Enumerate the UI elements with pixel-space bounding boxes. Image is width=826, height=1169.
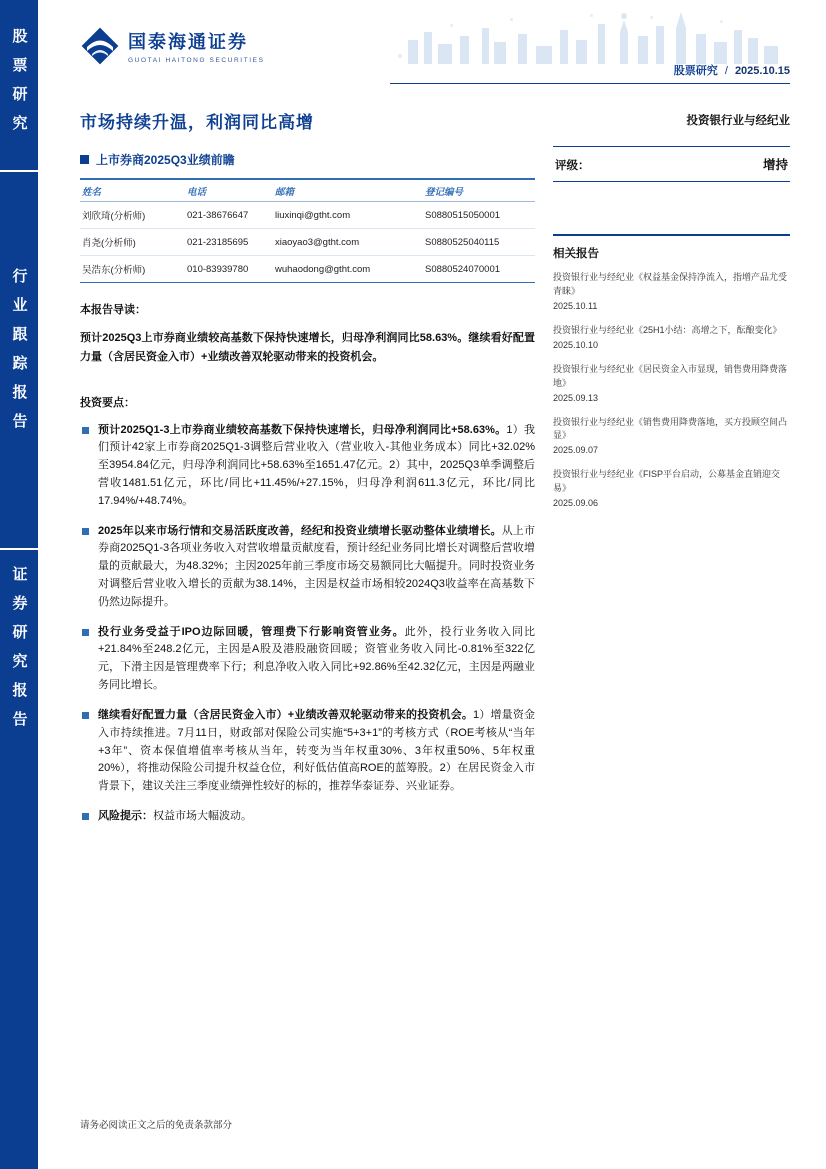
analyst-reg: S0880524070001 bbox=[425, 263, 501, 275]
analyst-email: wuhaodong@gtht.com bbox=[275, 263, 371, 275]
analyst-phone: 021-23185695 bbox=[185, 229, 273, 256]
key-point bbox=[80, 624, 535, 695]
rating-value: 增持 bbox=[762, 158, 788, 172]
analyst-reg: S0880525040115 bbox=[423, 229, 535, 256]
vertical-category-band bbox=[0, 0, 38, 1169]
related-report-date: 2025.09.07 bbox=[553, 445, 599, 456]
disclaimer-footer: 请务必阅读正文之后的免责条款部分 bbox=[80, 1120, 233, 1131]
related-report-item bbox=[553, 416, 790, 459]
band-segment-securities-research bbox=[0, 550, 38, 1169]
col-name: 姓名 bbox=[80, 179, 185, 202]
key-point-lead: 继续看好配置力量（含居民资金入市）+业绩改善双轮驱动带来的投资机会。 bbox=[98, 708, 474, 721]
brand-diamond-icon bbox=[80, 26, 120, 66]
key-point-text bbox=[98, 624, 535, 695]
key-point-lead: 2025年以来市场行情和交易活跃度改善，经纪和投资业绩增长驱动整体业绩增长。 bbox=[98, 524, 502, 537]
publication-category: 股票研究 bbox=[673, 65, 718, 77]
related-report-date: 2025.10.10 bbox=[553, 339, 599, 350]
page-content bbox=[38, 0, 826, 1169]
related-report-date: 2025.10.11 bbox=[553, 300, 598, 311]
analyst-reg: S0880515050001 bbox=[423, 202, 535, 229]
risk-note bbox=[80, 808, 535, 826]
band-label: 股票研究 bbox=[10, 28, 28, 144]
key-point-text bbox=[98, 707, 535, 796]
section-marker-icon bbox=[80, 155, 89, 164]
related-report-source: 投资银行业与经纪业 bbox=[553, 416, 635, 427]
related-report-name: 《FISP平台启动，公募基金直销迎交易》 bbox=[553, 469, 781, 494]
brand-name bbox=[128, 28, 265, 64]
analyst-name: 刘欣琦(分析师) bbox=[80, 202, 185, 229]
key-point-text bbox=[98, 523, 535, 612]
related-report-item bbox=[553, 468, 790, 511]
analyst-name: 肖尧(分析师) bbox=[80, 229, 185, 256]
analyst-phone: 010-83939780 bbox=[187, 263, 249, 275]
col-email: 邮箱 bbox=[273, 179, 423, 202]
page-header bbox=[80, 0, 790, 92]
key-point-text bbox=[98, 422, 535, 511]
related-report-source: 投资银行业与经纪业 bbox=[553, 272, 635, 282]
related-report-source: 投资银行业与经纪业 bbox=[553, 469, 635, 480]
analyst-email: xiaoyao3@gtht.com bbox=[273, 229, 423, 256]
analyst-table bbox=[80, 178, 535, 283]
analyst-name: 吴浩东(分析师) bbox=[82, 265, 146, 276]
brand-name-cn: 国泰海通证券 bbox=[128, 32, 248, 52]
col-reg: 登记编号 bbox=[423, 179, 535, 202]
key-point bbox=[80, 707, 535, 796]
band-segment-stock-research bbox=[0, 0, 38, 170]
band-segment-industry-tracking bbox=[0, 172, 38, 548]
col-phone: 电话 bbox=[185, 179, 273, 202]
bullet-square-icon bbox=[82, 528, 89, 535]
rating-label: 评级： bbox=[555, 160, 590, 172]
bullet-square-icon bbox=[82, 712, 89, 719]
report-title: 市场持续升温，利润同比高增 bbox=[80, 113, 314, 132]
analyst-row bbox=[80, 256, 535, 283]
related-report-item bbox=[553, 363, 790, 406]
key-point-lead: 预计2025Q1-3上市券商业绩较高基数下保持快速增长，归母净利润同比+58.63%。 bbox=[98, 423, 507, 436]
key-point bbox=[80, 523, 535, 612]
related-report-date: 2025.09.06 bbox=[553, 498, 599, 509]
related-report-item bbox=[553, 324, 790, 353]
related-report-name: 《25H1小结：高增之下，酝酿变化》 bbox=[634, 324, 782, 335]
related-reports-title: 相关报告 bbox=[553, 248, 599, 260]
analyst-row bbox=[80, 202, 535, 229]
publication-row bbox=[390, 62, 790, 84]
analyst-phone: 021-38676647 bbox=[185, 202, 273, 229]
key-point bbox=[80, 422, 535, 511]
key-point-lead: 投行业务受益于IPO边际回暖，管理费下行影响资管业务。 bbox=[98, 625, 405, 638]
city-skyline-watermark bbox=[390, 6, 790, 64]
industry-name: 投资银行业与经纪业 bbox=[686, 115, 790, 127]
report-subtitle: 上市券商2025Q3业绩前瞻 bbox=[96, 153, 235, 167]
risk-note-text bbox=[98, 808, 252, 826]
guide-text: 预计2025Q3上市券商业绩较高基数下保持快速增长，归母净利润同比58.63%。继续看好配置力量（含居民资金入市）+业绩改善双轮驱动带来的投资机会。 bbox=[80, 332, 535, 364]
body-columns bbox=[80, 102, 790, 826]
band-label: 行业跟踪报告 bbox=[10, 268, 28, 442]
key-point-body: 1）我们预计42家上市券商2025Q1-3调整后营业收入（营业收入-其他业务成本）同比+32.02%至3954.84亿元，归母净利润同比+58.63%至1651.47亿元。2）其中，2025Q3单季调整后营收1481.51亿元，环比/同比+11.45%/+27.15%，归母净利润611.3亿元，环比/同比17.94%/+48.74%。 bbox=[98, 423, 536, 507]
risk-note-lead: 风险提示： bbox=[98, 809, 153, 822]
brand-logo bbox=[80, 26, 265, 66]
key-point-body: 从上市券商2025Q1-3各项业务收入对营收增量贡献度看，预计经纪业务同比增长对调整后营收增量的贡献最大，为48.32%；主因2025年前三季度市场交易额同比大幅提升。同时投资业务对调整后营业收入增长的贡献为38.14%，主因是权益市场相较2024Q3收益率在高基数下仍然边际提升。 bbox=[98, 524, 536, 608]
band-label: 证券研究报告 bbox=[10, 566, 28, 740]
related-report-source: 投资银行业与经纪业 bbox=[553, 324, 635, 335]
brand-name-en: GUOTAI HAITONG SECURITIES bbox=[128, 57, 265, 64]
key-points-label: 投资要点： bbox=[80, 396, 135, 409]
aside-column bbox=[553, 102, 790, 826]
main-column bbox=[80, 102, 535, 826]
analyst-table-header-row bbox=[80, 179, 535, 202]
publication-divider: / bbox=[724, 65, 728, 77]
rating-box bbox=[553, 146, 790, 182]
analyst-row bbox=[80, 229, 535, 256]
bullet-square-icon bbox=[82, 629, 89, 636]
analyst-email: liuxinqi@gtht.com bbox=[273, 202, 423, 229]
bullet-square-icon bbox=[82, 427, 89, 434]
publication-date: 2025.10.15 bbox=[734, 65, 790, 77]
key-point-body: 此外，投行业务收入同比+21.84%至248.2亿元，主因是A股及港股融资回暖；资管业务收入同比-0.81%至322亿元，下滑主因是管理费率下行；利息净收入收入同比+92.86%至42.32亿元，主因是两融业务同比增长。 bbox=[98, 625, 536, 692]
risk-note-body: 权益市场大幅波动。 bbox=[153, 809, 252, 822]
key-point-body: 1）增量资金入市持续推进。7月11日，财政部对保险公司实施“5+3+1”的考核方式（ROE考核从“当年+3年”、资本保值增值率考核从当年，转变为当年权重30%、3年权重50%、5年权重20%），将推动保险公司提升权益仓位，利好低估值高ROE的蓝筹股。2）在居民资金入市背景下，建议关注三季度业绩弹性较好的标的，推荐华泰证券、兴业证券。 bbox=[98, 708, 535, 793]
related-report-source: 投资银行业与经纪业 bbox=[553, 363, 635, 374]
guide-label: 本报告导读： bbox=[80, 304, 146, 316]
related-report-date: 2025.09.13 bbox=[553, 392, 599, 403]
report-subtitle-row bbox=[80, 151, 535, 168]
related-report-name: 《销售费用降费落地，买方投顾空间凸显》 bbox=[553, 416, 788, 441]
bullet-square-icon bbox=[82, 813, 89, 820]
related-report-item bbox=[553, 271, 790, 314]
related-reports bbox=[553, 234, 790, 511]
related-report-name: 《权益基金保持净流入，指增产品尤受青睐》 bbox=[553, 272, 788, 296]
related-report-name: 《居民资金入市显现，销售费用降费落地》 bbox=[553, 363, 788, 388]
